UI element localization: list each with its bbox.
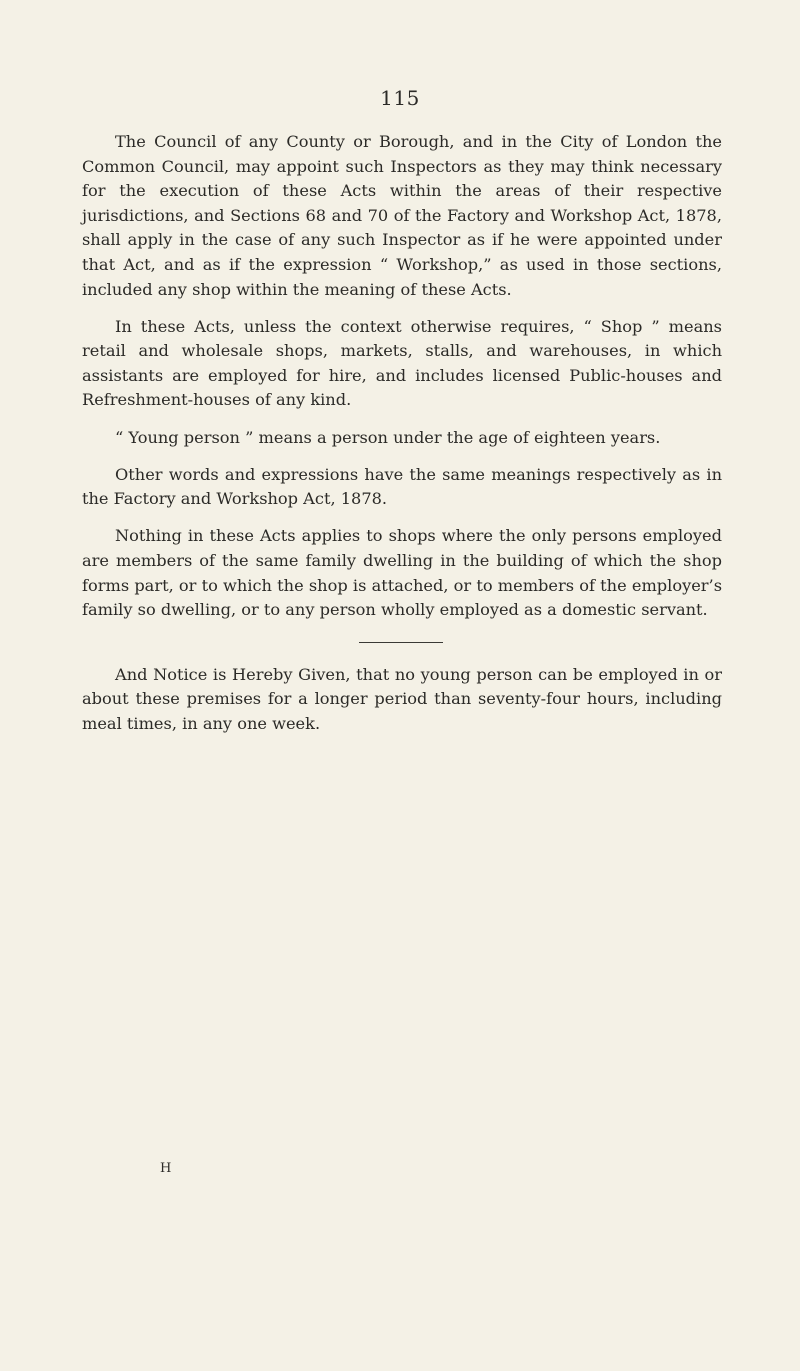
paragraph-notice: And Notice is Hereby Given, that no young person can be employed in or about these premises for a longer period than seventy-four hours, including meal times, in any one week. (82, 664, 722, 733)
paragraph-other-words: Other words and expressions have the same meanings respectively as in the Factory and Workshop Act, 1878. (82, 464, 722, 509)
page-number: 115 (380, 86, 420, 110)
paragraph-young-person: “ Young person ” means a person under the age of eighteen years. (115, 427, 661, 447)
paragraph-shop-definition: In these Acts, unless the context otherwise requires, “ Shop ” means retail and wholesale shops, markets, stalls, and warehouses, in which assistants are employed for hire, and includes licensed Public-houses and Refreshment-houses of any kind. (82, 316, 722, 410)
paragraph-exemptions: Nothing in these Acts applies to shops where the only persons employed are members of the same family dwelling in the building of which the shop forms part, or to which the shop is attached, or to members of the employer’s family so dwelling, or to any person wholly employed as a domestic servant. (82, 526, 722, 620)
section-divider (359, 642, 443, 643)
body-text (82, 130, 722, 749)
paragraph-inspectors: The Council of any County or Borough, and in the City of London the Common Council, may appoint such Inspectors as they may think necessary for the execution of these Acts within the areas of their respective jurisdictions, and Sections 68 and 70 of the Factory and Workshop Act, 1878, shall apply in the case of any such Inspector as if he were appointed under that Act, and as if the expression “ Workshop,” as used in those sections, included any shop within the meaning of these Acts. (82, 132, 722, 299)
signature-mark: H (160, 1161, 172, 1176)
